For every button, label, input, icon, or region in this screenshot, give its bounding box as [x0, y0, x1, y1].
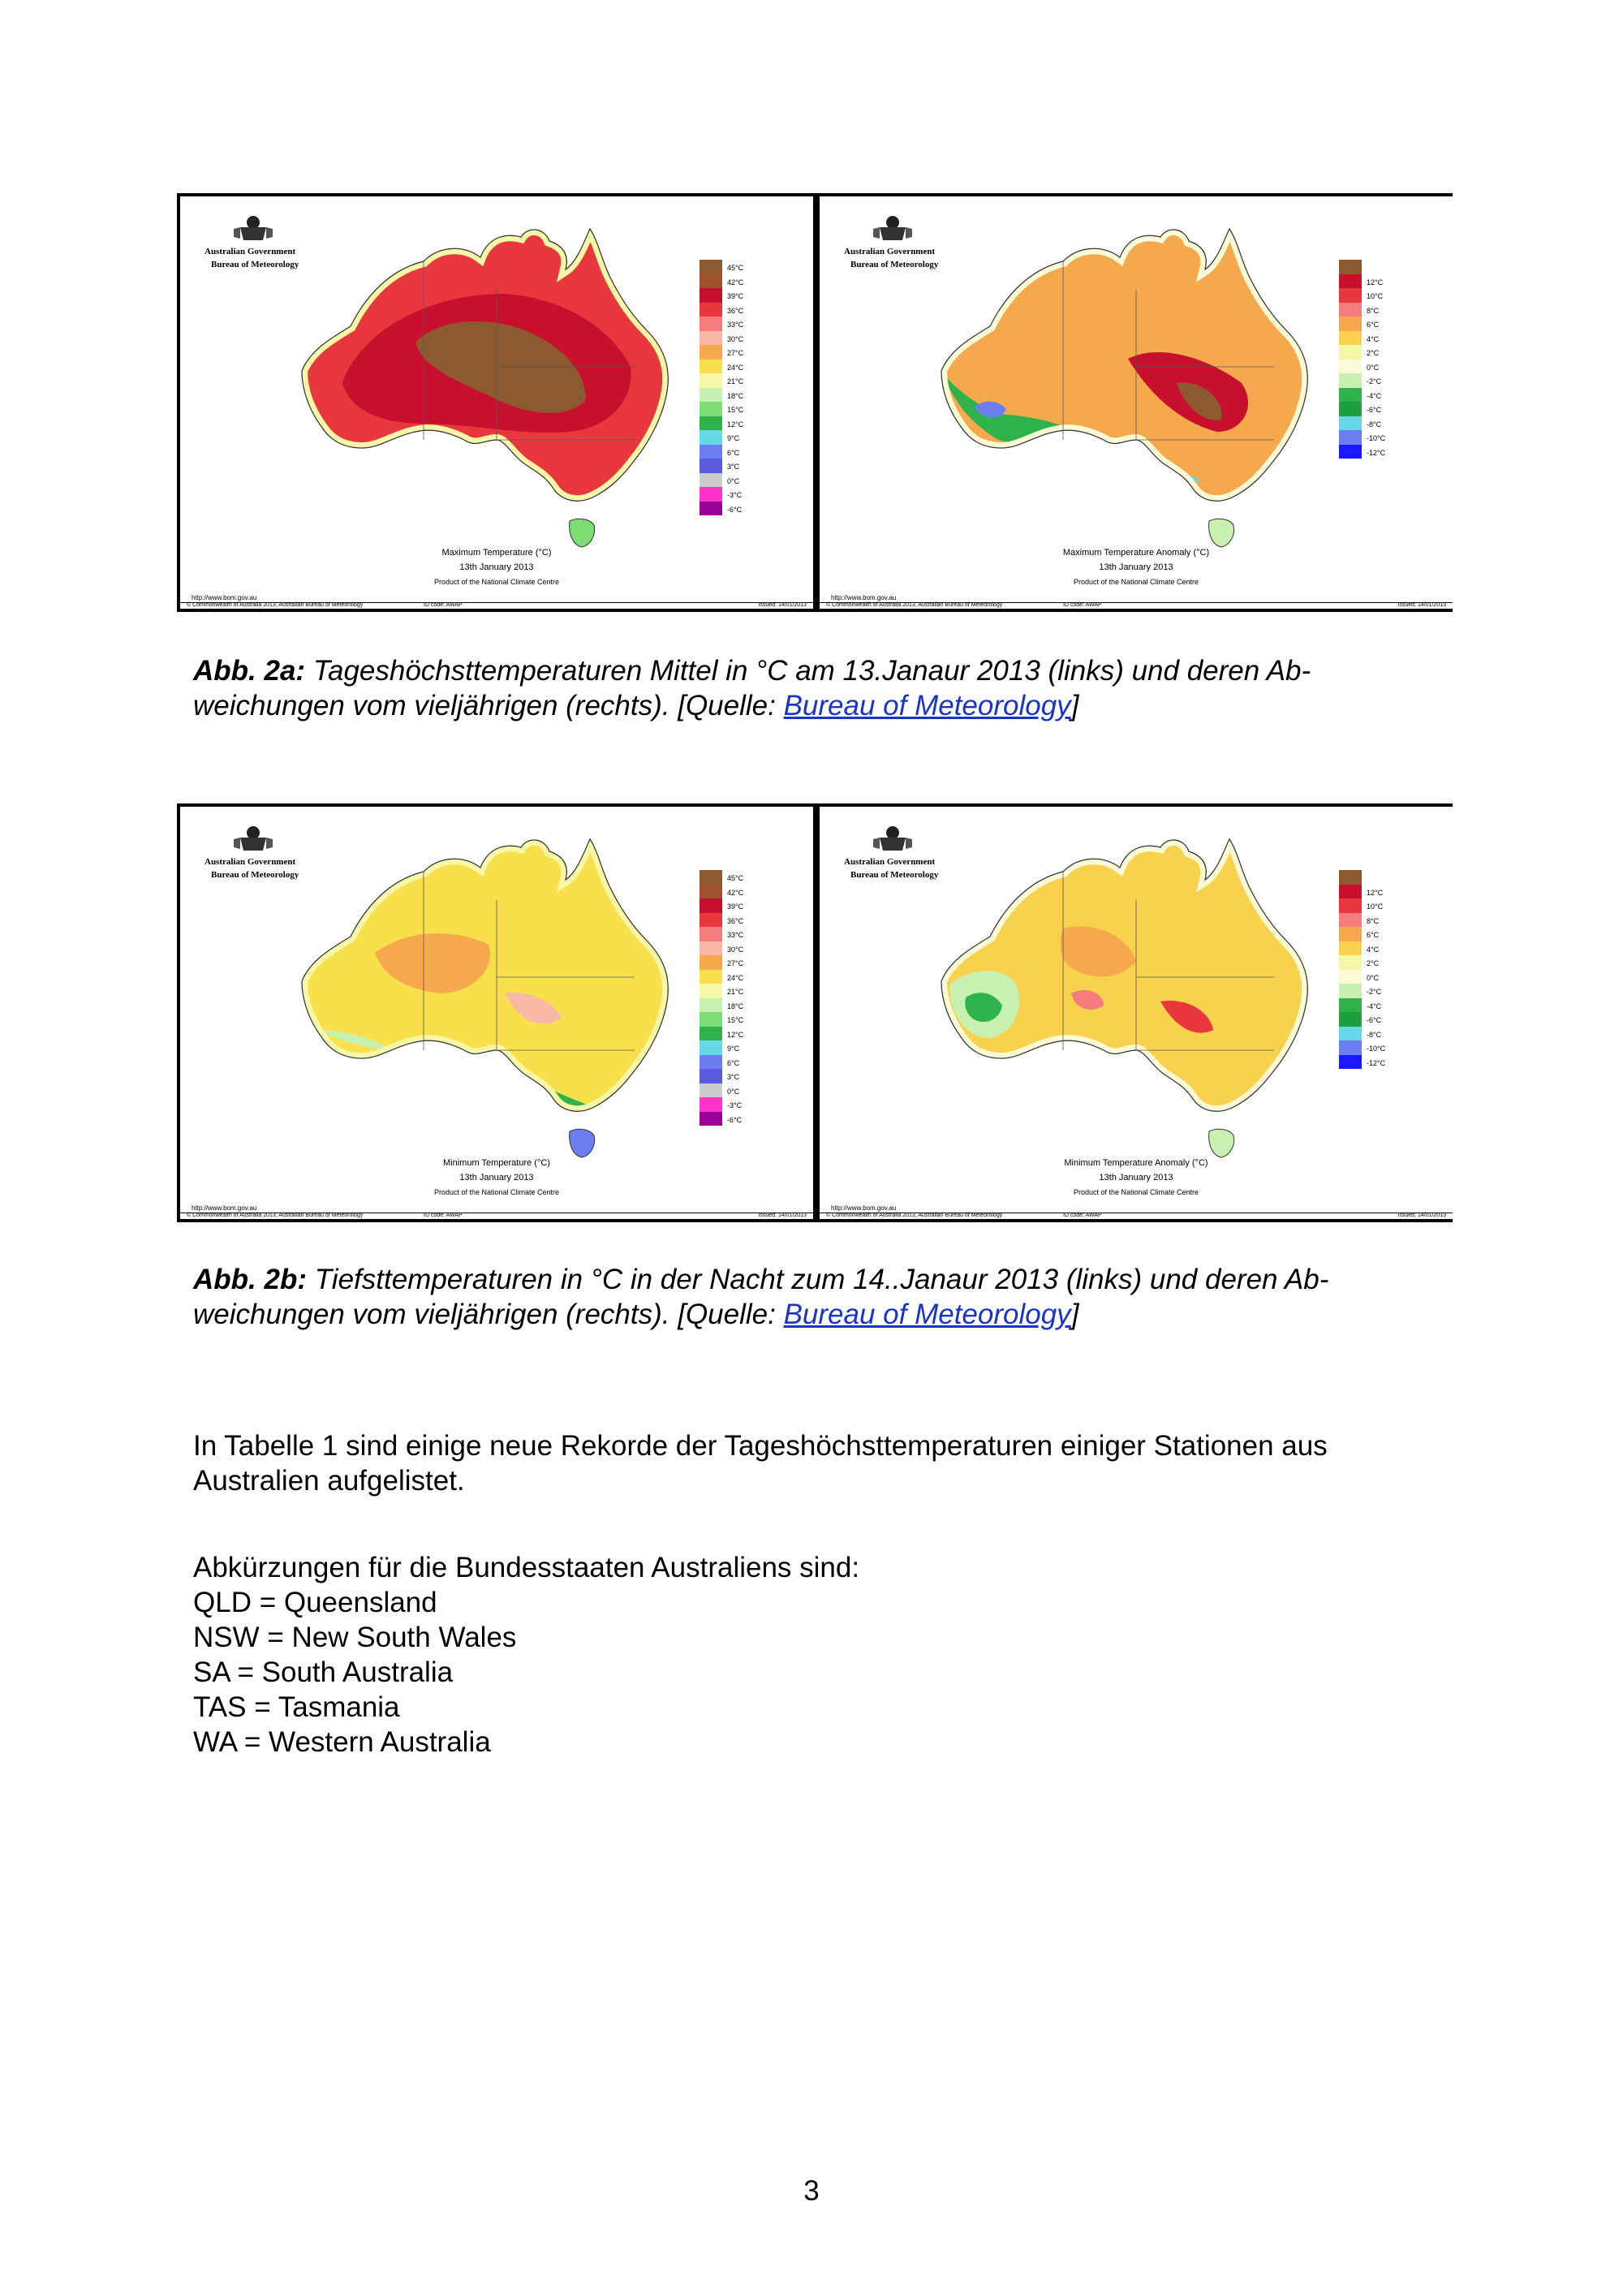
- id-code: ID code: AWAP: [424, 602, 463, 608]
- legend-label: 12°C: [1367, 888, 1384, 897]
- bureau-label: Bureau of Meteorology: [211, 870, 299, 880]
- legend-label: 42°C: [727, 278, 744, 286]
- legend-item: [700, 941, 789, 956]
- legend-label: 15°C: [727, 406, 744, 414]
- bureau-label: Bureau of Meteorology: [850, 260, 939, 269]
- map-date: 13th January 2013: [459, 1173, 534, 1182]
- coat-of-arms-icon: [229, 823, 278, 854]
- mainland-shape: [302, 839, 668, 1111]
- legend-label: 21°C: [727, 377, 744, 386]
- legend-label: 24°C: [727, 973, 744, 982]
- legend-item: [700, 360, 789, 374]
- legend-item: [1339, 388, 1428, 403]
- legend-swatch: [700, 402, 722, 416]
- legend-swatch: [1339, 998, 1362, 1013]
- legend-label: 0°C: [727, 476, 740, 485]
- map-product: Product of the National Climate Centre: [1073, 1188, 1199, 1196]
- legend-item: [700, 955, 789, 970]
- legend-swatch: [700, 373, 722, 388]
- abbreviation-item: NSW = New South Wales: [193, 1622, 517, 1653]
- legend-label: -3°C: [727, 1101, 743, 1109]
- legend-item: [1339, 870, 1428, 885]
- coat-of-arms-icon: [229, 213, 278, 243]
- legend-swatch: [1339, 260, 1362, 274]
- legend-label: 8°C: [1367, 306, 1380, 315]
- legend-swatch: [1339, 970, 1362, 984]
- legend-swatch: [700, 502, 722, 516]
- legend-label: 42°C: [727, 888, 744, 897]
- legend-item: [700, 317, 789, 331]
- legend-label: -8°C: [1367, 1030, 1382, 1039]
- legend-item: [1339, 430, 1428, 445]
- legend-label: -6°C: [1367, 1016, 1382, 1024]
- legend-label: 33°C: [727, 321, 744, 329]
- legend-label: 21°C: [727, 988, 744, 996]
- legend-label: 3°C: [727, 1073, 740, 1081]
- legend-swatch: [700, 898, 722, 913]
- legend-item: [1339, 955, 1428, 970]
- legend-label: 39°C: [727, 292, 744, 300]
- legend-item: [700, 331, 789, 346]
- legend-item: [700, 445, 789, 459]
- legend-swatch: [700, 430, 722, 445]
- legend-item: [700, 984, 789, 998]
- caption-text: Tiefsttemperaturen in °C in der Nacht zum 14..Janaur 2013 (links) und deren Ab-: [314, 1264, 1329, 1295]
- government-label: Australian Government: [844, 857, 936, 867]
- legend-swatch: [700, 870, 722, 885]
- legend-swatch: [700, 445, 722, 459]
- legend-label: 0°C: [1367, 363, 1380, 372]
- legend-label: 39°C: [727, 902, 744, 911]
- legend-swatch: [700, 970, 722, 984]
- id-code: ID code: AWAP: [424, 1213, 463, 1218]
- legend-label: -6°C: [727, 1115, 743, 1124]
- figure-2a: [177, 193, 1453, 612]
- bureau-label: Bureau of Meteorology: [850, 870, 939, 880]
- intro-line-2: Australien aufgelistet.: [193, 1465, 465, 1497]
- legend-swatch: [700, 416, 722, 431]
- legend-label: 6°C: [1367, 321, 1380, 329]
- legend-swatch: [700, 288, 722, 303]
- caption-text-line2: weichungen vom vieljährigen (rechts). [Quelle:: [193, 1299, 784, 1330]
- legend-item: [1339, 345, 1428, 360]
- legend-item: [700, 303, 789, 317]
- legend-swatch: [700, 913, 722, 928]
- mainland-shape: [941, 229, 1307, 501]
- map-panel-min-temp-anomaly: [820, 807, 1453, 1219]
- legend-label: -6°C: [1367, 406, 1382, 414]
- copyright-text: © Commonwealth of Australia 2013, Australian Bureau of Meteorology: [826, 1213, 1003, 1218]
- legend-swatch: [1339, 885, 1362, 899]
- legend-swatch: [700, 303, 722, 317]
- legend-item: [1339, 402, 1428, 416]
- legend-label: -4°C: [1367, 391, 1382, 400]
- government-label: Australian Government: [204, 857, 296, 867]
- legend-label: 12°C: [1367, 278, 1384, 286]
- copyright-text: © Commonwealth of Australia 2013, Australian Bureau of Meteorology: [826, 602, 1003, 608]
- legend-swatch: [700, 1040, 722, 1055]
- map-panel-max-temp: [180, 196, 813, 609]
- map-panel-min-temp: [180, 807, 813, 1219]
- legend-item: [1339, 941, 1428, 956]
- legend-label: -6°C: [727, 505, 743, 514]
- legend-label: 6°C: [1367, 931, 1380, 939]
- figure-2b-caption: [193, 1262, 1459, 1332]
- bom-url-link[interactable]: http://www.bom.gov.au: [192, 1204, 257, 1212]
- legend-swatch: [1339, 373, 1362, 388]
- intro-paragraph: [193, 1428, 1459, 1498]
- legend-item: [1339, 317, 1428, 331]
- legend-swatch: [700, 1112, 722, 1126]
- legend-label: 33°C: [727, 931, 744, 939]
- legend-label: 10°C: [1367, 902, 1384, 911]
- legend-label: 12°C: [727, 420, 744, 429]
- legend-item: [700, 1069, 789, 1083]
- legend-item: [700, 459, 789, 473]
- legend-swatch: [700, 317, 722, 331]
- legend-label: 9°C: [727, 434, 740, 442]
- legend-item: [700, 1055, 789, 1070]
- legend-label: 0°C: [727, 1087, 740, 1096]
- legend-label: 0°C: [1367, 973, 1380, 982]
- legend-item: [700, 1097, 789, 1112]
- legend-swatch: [700, 1097, 722, 1112]
- legend-item: [1339, 260, 1428, 274]
- legend-item: [1339, 970, 1428, 984]
- legend-item: [700, 898, 789, 913]
- issued-date: Issued: 14/01/2013: [758, 1213, 807, 1218]
- legend-swatch: [1339, 317, 1362, 331]
- legend-swatch: [1339, 288, 1362, 303]
- government-label: Australian Government: [844, 247, 936, 256]
- legend-item: [700, 1112, 789, 1126]
- abbreviation-item: QLD = Queensland: [193, 1587, 437, 1618]
- legend-item: [1339, 984, 1428, 998]
- legend-label: 12°C: [727, 1030, 744, 1039]
- id-code: ID code: AWAP: [1063, 602, 1102, 608]
- legend-item: [700, 473, 789, 488]
- legend-item: [1339, 885, 1428, 899]
- legend-item: [700, 345, 789, 360]
- map-date: 13th January 2013: [1099, 562, 1173, 572]
- legend-label: 18°C: [727, 1002, 744, 1010]
- caption-close: ]: [1070, 690, 1079, 722]
- issued-date: Issued: 14/01/2013: [1397, 1213, 1446, 1218]
- legend-swatch: [700, 1027, 722, 1041]
- legend-swatch: [700, 1069, 722, 1083]
- legend-swatch: [700, 274, 722, 289]
- legend-label: 27°C: [727, 959, 744, 967]
- legend-item: [700, 1040, 789, 1055]
- legend-item: [700, 885, 789, 899]
- legend-label: 3°C: [727, 463, 740, 471]
- legend-label: 2°C: [1367, 959, 1380, 967]
- legend-swatch: [700, 487, 722, 502]
- legend-item: [700, 913, 789, 928]
- legend-item: [1339, 927, 1428, 941]
- legend-swatch: [1339, 416, 1362, 431]
- legend-item: [1339, 360, 1428, 374]
- coat-of-arms-icon: [868, 823, 917, 854]
- source-link[interactable]: Bureau of Meteorology: [783, 690, 1071, 722]
- legend-label: 45°C: [727, 264, 744, 272]
- legend-swatch: [1339, 1040, 1362, 1055]
- legend-swatch: [1339, 274, 1362, 289]
- issued-date: Issued: 14/01/2013: [1397, 602, 1446, 608]
- map-date: 13th January 2013: [1099, 1173, 1173, 1182]
- legend-swatch: [1339, 1027, 1362, 1041]
- legend-label: 30°C: [727, 945, 744, 954]
- legend-item: [700, 288, 789, 303]
- issued-date: Issued: 14/01/2013: [758, 602, 807, 608]
- legend-swatch: [1339, 898, 1362, 913]
- legend-label: 6°C: [727, 448, 740, 457]
- map-title: Minimum Temperature (°C): [443, 1158, 550, 1168]
- legend-swatch: [700, 360, 722, 374]
- abbreviation-item: WA = Western Australia: [193, 1726, 491, 1758]
- legend-label: -2°C: [1367, 377, 1382, 386]
- legend-label: 27°C: [727, 349, 744, 357]
- intro-line-1: In Tabelle 1 sind einige neue Rekorde der Tageshöchsttemperaturen einiger Stationen aus: [193, 1430, 1328, 1462]
- legend-label: 10°C: [1367, 292, 1384, 300]
- legend-swatch: [700, 260, 722, 274]
- legend-label: 18°C: [727, 391, 744, 400]
- legend-swatch: [700, 984, 722, 998]
- legend-item: [1339, 1055, 1428, 1070]
- abbreviation-item: SA = South Australia: [193, 1656, 454, 1688]
- legend-swatch: [700, 1055, 722, 1070]
- legend-label: -3°C: [727, 491, 743, 499]
- map-product: Product of the National Climate Centre: [433, 578, 560, 586]
- copyright-text: © Commonwealth of Australia 2013, Australian Bureau of Meteorology: [187, 1213, 364, 1218]
- legend-item: [700, 1083, 789, 1098]
- map-title: Maximum Temperature (°C): [441, 548, 552, 558]
- id-code: ID code: AWAP: [1063, 1213, 1102, 1218]
- legend-item: [1339, 998, 1428, 1013]
- caption-text: Tageshöchsttemperaturen Mittel in °C am 13.Janaur 2013 (links) und deren Ab-: [312, 655, 1311, 687]
- color-legend: [1339, 260, 1428, 459]
- legend-swatch: [1339, 430, 1362, 445]
- legend-label: -2°C: [1367, 988, 1382, 996]
- legend-swatch: [700, 388, 722, 403]
- legend-item: [1339, 1027, 1428, 1041]
- legend-item: [1339, 331, 1428, 346]
- legend-swatch: [700, 459, 722, 473]
- legend-item: [1339, 898, 1428, 913]
- coat-of-arms-icon: [868, 213, 917, 243]
- legend-item: [700, 416, 789, 431]
- tasmania-shape: [570, 519, 595, 547]
- legend-item: [700, 870, 789, 885]
- legend-item: [700, 402, 789, 416]
- legend-label: 9°C: [727, 1045, 740, 1053]
- legend-item: [700, 1012, 789, 1027]
- legend-item: [700, 1027, 789, 1041]
- legend-label: 4°C: [1367, 334, 1380, 343]
- bom-url-link[interactable]: http://www.bom.gov.au: [831, 594, 897, 601]
- legend-swatch: [1339, 941, 1362, 956]
- legend-swatch: [700, 998, 722, 1013]
- legend-item: [1339, 1040, 1428, 1055]
- legend-label: 6°C: [727, 1058, 740, 1067]
- legend-item: [700, 502, 789, 516]
- legend-swatch: [1339, 445, 1362, 459]
- legend-item: [700, 927, 789, 941]
- caption-label: Abb. 2b:: [193, 1264, 307, 1295]
- legend-item: [1339, 373, 1428, 388]
- copyright-text: © Commonwealth of Australia 2013, Australian Bureau of Meteorology: [187, 602, 364, 608]
- legend-swatch: [1339, 1012, 1362, 1027]
- legend-item: [700, 487, 789, 502]
- legend-label: -8°C: [1367, 420, 1382, 429]
- legend-label: 30°C: [727, 334, 744, 343]
- figure-2b: [177, 803, 1453, 1222]
- legend-item: [1339, 416, 1428, 431]
- tasmania-shape: [1209, 1129, 1234, 1157]
- legend-label: 8°C: [1367, 916, 1380, 925]
- legend-item: [700, 274, 789, 289]
- tasmania-shape: [570, 1129, 595, 1157]
- legend-item: [1339, 913, 1428, 928]
- legend-label: -4°C: [1367, 1002, 1382, 1010]
- legend-item: [1339, 274, 1428, 289]
- legend-swatch: [1339, 1055, 1362, 1070]
- legend-item: [700, 260, 789, 274]
- legend-swatch: [1339, 984, 1362, 998]
- page-number: 3: [803, 2175, 820, 2207]
- legend-label: -10°C: [1367, 1045, 1386, 1053]
- color-legend: [1339, 870, 1428, 1069]
- legend-swatch: [1339, 927, 1362, 941]
- caption-close: ]: [1070, 1299, 1079, 1330]
- legend-swatch: [700, 1012, 722, 1027]
- legend-swatch: [1339, 388, 1362, 403]
- legend-label: -10°C: [1367, 434, 1386, 442]
- legend-label: 4°C: [1367, 945, 1380, 954]
- legend-item: [700, 430, 789, 445]
- legend-swatch: [1339, 360, 1362, 374]
- legend-swatch: [1339, 870, 1362, 885]
- abbreviations-heading: Abkürzungen für die Bundesstaaten Australiens sind:: [193, 1552, 860, 1583]
- bom-url-link[interactable]: http://www.bom.gov.au: [192, 594, 257, 601]
- legend-item: [1339, 288, 1428, 303]
- map-product: Product of the National Climate Centre: [433, 1188, 560, 1196]
- legend-label: 36°C: [727, 916, 744, 925]
- legend-swatch: [700, 345, 722, 360]
- legend-label: 36°C: [727, 306, 744, 315]
- legend-item: [700, 970, 789, 984]
- legend-swatch: [700, 885, 722, 899]
- abbreviations-block: [193, 1550, 1459, 1760]
- legend-item: [700, 373, 789, 388]
- legend-item: [700, 388, 789, 403]
- caption-text-line2: weichungen vom vieljährigen (rechts). [Quelle:: [193, 690, 784, 722]
- legend-swatch: [700, 927, 722, 941]
- legend-swatch: [1339, 331, 1362, 346]
- legend-swatch: [700, 473, 722, 488]
- map-title: Minimum Temperature Anomaly (°C): [1064, 1158, 1208, 1168]
- legend-swatch: [1339, 303, 1362, 317]
- legend-swatch: [1339, 402, 1362, 416]
- legend-swatch: [700, 941, 722, 956]
- legend-label: 2°C: [1367, 349, 1380, 357]
- legend-swatch: [1339, 955, 1362, 970]
- legend-item: [1339, 303, 1428, 317]
- legend-label: 45°C: [727, 874, 744, 882]
- source-link[interactable]: Bureau of Meteorology: [783, 1299, 1071, 1330]
- legend-label: -12°C: [1367, 448, 1386, 457]
- legend-swatch: [1339, 345, 1362, 360]
- color-legend: [700, 260, 789, 515]
- map-title: Maximum Temperature Anomaly (°C): [1062, 548, 1210, 558]
- legend-item: [700, 998, 789, 1013]
- color-legend: [700, 870, 789, 1126]
- abbreviation-item: TAS = Tasmania: [193, 1691, 400, 1723]
- legend-swatch: [700, 955, 722, 970]
- government-label: Australian Government: [204, 247, 296, 256]
- bom-url-link[interactable]: http://www.bom.gov.au: [831, 1204, 897, 1212]
- legend-label: 15°C: [727, 1016, 744, 1024]
- legend-swatch: [1339, 913, 1362, 928]
- figure-2a-caption: [193, 653, 1459, 723]
- legend-label: -12°C: [1367, 1058, 1386, 1067]
- bureau-label: Bureau of Meteorology: [211, 260, 299, 269]
- tasmania-shape: [1209, 519, 1234, 547]
- caption-label: Abb. 2a:: [193, 655, 306, 687]
- map-date: 13th January 2013: [459, 562, 534, 572]
- legend-swatch: [700, 1083, 722, 1098]
- map-panel-max-temp-anomaly: [820, 196, 1453, 609]
- legend-item: [1339, 1012, 1428, 1027]
- legend-label: 24°C: [727, 363, 744, 372]
- legend-swatch: [700, 331, 722, 346]
- map-product: Product of the National Climate Centre: [1073, 578, 1199, 586]
- legend-item: [1339, 445, 1428, 459]
